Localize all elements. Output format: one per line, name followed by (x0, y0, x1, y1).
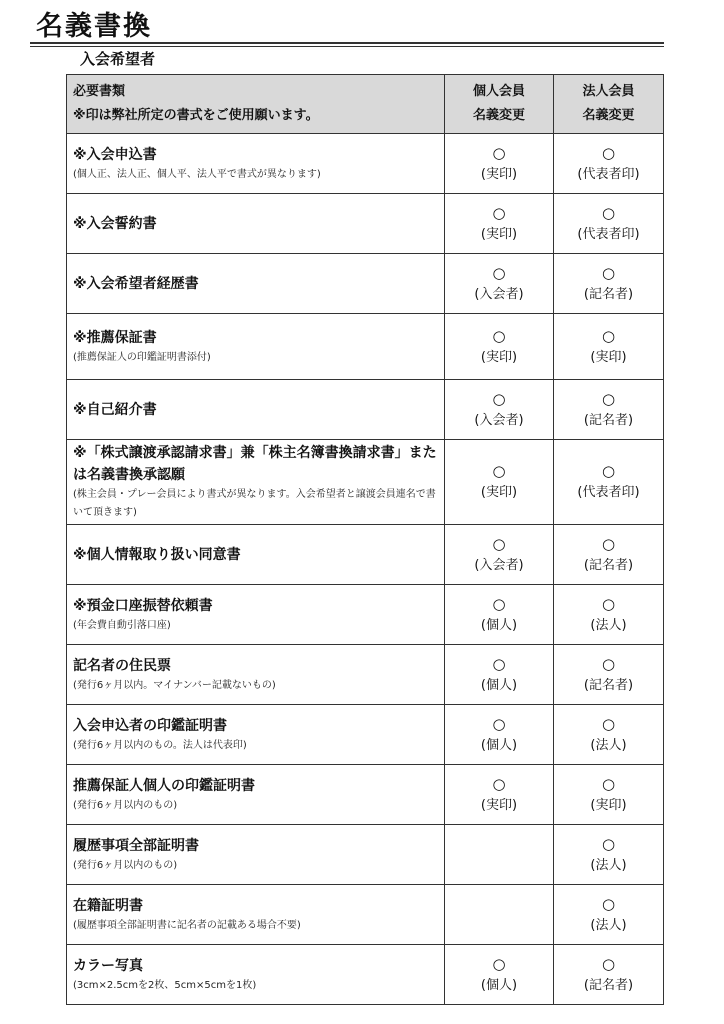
corporate-requirement-cell (554, 380, 664, 440)
corporate-requirement-cell (554, 194, 664, 254)
individual-seal-type: (実印) (480, 485, 518, 500)
individual-requirement-cell (445, 134, 554, 194)
document-name: 入会申込者の印鑑証明書 (73, 717, 227, 734)
corporate-required-mark: ○ (601, 894, 616, 913)
individual-requirement-cell (445, 314, 554, 380)
document-cell (67, 254, 445, 314)
header-corporate (554, 75, 664, 134)
corporate-seal-type: (実印) (590, 797, 627, 813)
individual-requirement-cell (445, 705, 554, 765)
individual-required-mark: ○ (492, 654, 506, 673)
document-cell (67, 380, 445, 440)
document-note: (発行6ヶ月以内のもの) (73, 799, 178, 811)
document-note: (発行6ヶ月以内。マイナンバー記載ないもの) (73, 679, 276, 691)
document-note: (3cm×2.5cmを2枚、5cm×5cmを1枚) (73, 979, 257, 991)
document-cell (67, 314, 445, 380)
corporate-requirement-cell (554, 705, 664, 765)
individual-required-mark: ○ (492, 203, 506, 222)
table-row (67, 380, 664, 440)
corporate-requirement-cell (554, 645, 664, 705)
corporate-seal-type: (法人) (590, 737, 627, 753)
corporate-required-mark: ○ (601, 654, 616, 673)
document-name: ※入会希望者経歴書 (73, 275, 199, 292)
table-row (67, 314, 664, 380)
table-row (67, 825, 664, 885)
corporate-required-mark: ○ (601, 263, 616, 282)
document-cell (67, 585, 445, 645)
individual-requirement-cell (445, 194, 554, 254)
corporate-seal-type: (代表者印) (577, 226, 640, 242)
individual-required-mark: ○ (492, 774, 506, 793)
corporate-requirement-cell (554, 585, 664, 645)
header-documents-note: ※印は弊社所定の書式をご使用願います。 (73, 108, 319, 123)
table-row (67, 525, 664, 585)
document-name: ※「株式譲渡承認請求書」兼「株主名簿書換請求書」または名義書換承認願 (73, 445, 437, 483)
page-title: 名義書換 (36, 11, 152, 42)
table-row (67, 585, 664, 645)
document-note: (発行6ヶ月以内のもの) (73, 859, 178, 871)
table-row (67, 254, 664, 314)
table-row (67, 194, 664, 254)
corporate-requirement-cell (554, 765, 664, 825)
document-name: 履歴事項全部証明書 (73, 837, 199, 854)
corporate-seal-type: (記名者) (583, 557, 634, 573)
individual-seal-type: (個人) (480, 677, 518, 693)
document-cell (67, 825, 445, 885)
table-row (67, 440, 664, 525)
corporate-required-mark: ○ (601, 203, 616, 222)
corporate-required-mark: ○ (601, 954, 616, 973)
corporate-seal-type: (法人) (590, 617, 627, 633)
table-row (67, 765, 664, 825)
document-note: (発行6ヶ月以内のもの。法人は代表印) (73, 739, 247, 751)
document-name: ※個人情報取り扱い同意書 (73, 546, 241, 563)
individual-required-mark: ○ (492, 326, 506, 345)
corporate-requirement-cell (554, 134, 664, 194)
corporate-requirement-cell (554, 825, 664, 885)
document-cell (67, 645, 445, 705)
corporate-required-mark: ○ (601, 462, 616, 480)
corporate-seal-type: (記名者) (583, 677, 634, 693)
table-row (67, 945, 664, 1005)
individual-requirement-cell (445, 645, 554, 705)
document-cell (67, 885, 445, 945)
corporate-required-mark: ○ (601, 594, 616, 613)
header-individual (445, 75, 554, 134)
individual-required-mark: ○ (492, 389, 506, 408)
corporate-required-mark: ○ (601, 326, 616, 345)
corporate-requirement-cell (554, 254, 664, 314)
header-documents (67, 75, 445, 134)
document-name: ※入会申込書 (73, 146, 157, 163)
individual-required-mark: ○ (492, 714, 506, 733)
document-cell (67, 705, 445, 765)
document-note: (履歴事項全部証明書に記名者の記載ある場合不要) (73, 919, 301, 931)
document-cell (67, 440, 445, 525)
header-corporate-line1: 法人会員 (582, 84, 635, 99)
individual-seal-type: (実印) (480, 797, 518, 813)
individual-required-mark: ○ (492, 263, 506, 282)
individual-required-mark: ○ (492, 143, 506, 162)
table-body (67, 134, 664, 1005)
title-underline (30, 42, 664, 44)
header-documents-label: 必要書類 (73, 84, 126, 99)
title-underline-thin (30, 46, 664, 47)
corporate-required-mark: ○ (601, 714, 616, 733)
corporate-requirement-cell (554, 440, 664, 525)
document-note: (推薦保証人の印鑑証明書添付) (73, 351, 211, 363)
document-name: 推薦保証人個人の印鑑証明書 (73, 777, 255, 794)
corporate-requirement-cell (554, 525, 664, 585)
document-name: ※自己紹介書 (73, 401, 157, 418)
header-individual-line2: 名義変更 (472, 108, 525, 123)
document-note: (株主会員・プレー会員により書式が異なります。入会希望者と譲渡会員連名で書いて頂きます) (73, 489, 436, 518)
individual-seal-type: (個人) (480, 737, 518, 753)
individual-required-mark: ○ (492, 954, 506, 973)
corporate-requirement-cell (554, 314, 664, 380)
document-note: (個人正、法人正、個人平、法人平で書式が異なります) (73, 168, 321, 180)
corporate-requirement-cell (554, 885, 664, 945)
individual-seal-type: (入会者) (474, 557, 524, 573)
individual-requirement-cell (445, 885, 554, 945)
individual-required-mark: ○ (492, 594, 506, 613)
document-note: (年会費自動引落口座) (73, 619, 171, 631)
individual-seal-type: (実印) (480, 349, 518, 365)
document-name: 記名者の住民票 (73, 657, 171, 674)
section-subtitle: 入会希望者 (80, 50, 156, 68)
corporate-seal-type: (記名者) (583, 977, 634, 993)
document-name: カラー写真 (73, 957, 143, 974)
corporate-seal-type: (代表者印) (577, 485, 640, 500)
document-name: ※推薦保証書 (73, 329, 157, 346)
individual-required-mark: ○ (492, 534, 506, 553)
corporate-seal-type: (記名者) (583, 412, 634, 428)
individual-requirement-cell (445, 525, 554, 585)
individual-requirement-cell (445, 254, 554, 314)
document-cell (67, 765, 445, 825)
corporate-required-mark: ○ (601, 389, 616, 408)
individual-requirement-cell (445, 380, 554, 440)
table-header-row (67, 75, 664, 134)
table-row (67, 134, 664, 194)
individual-required-mark: ○ (492, 462, 506, 480)
individual-seal-type: (実印) (480, 226, 518, 242)
document-name: 在籍証明書 (73, 897, 143, 914)
individual-seal-type: (入会者) (474, 412, 524, 428)
header-individual-line1: 個人会員 (472, 84, 525, 99)
individual-seal-type: (個人) (480, 977, 518, 993)
corporate-seal-type: (代表者印) (577, 166, 640, 182)
table-row (67, 705, 664, 765)
corporate-required-mark: ○ (601, 143, 616, 162)
individual-seal-type: (実印) (480, 166, 518, 182)
document-name: ※入会誓約書 (73, 215, 157, 232)
corporate-seal-type: (法人) (590, 857, 627, 873)
corporate-seal-type: (法人) (590, 917, 627, 933)
document-cell (67, 134, 445, 194)
corporate-required-mark: ○ (601, 774, 616, 793)
corporate-seal-type: (実印) (590, 349, 627, 365)
individual-requirement-cell (445, 945, 554, 1005)
individual-seal-type: (個人) (480, 617, 518, 633)
table-row (67, 645, 664, 705)
document-cell (67, 945, 445, 1005)
header-corporate-line2: 名義変更 (582, 108, 635, 123)
corporate-required-mark: ○ (601, 834, 616, 853)
document-cell (67, 525, 445, 585)
document-name: ※預金口座振替依頼書 (73, 597, 213, 614)
table-row (67, 885, 664, 945)
required-documents-table (66, 74, 664, 1005)
corporate-required-mark: ○ (601, 534, 616, 553)
individual-requirement-cell (445, 765, 554, 825)
individual-requirement-cell (445, 585, 554, 645)
document-cell (67, 194, 445, 254)
individual-seal-type: (入会者) (474, 286, 524, 302)
corporate-seal-type: (記名者) (583, 286, 634, 302)
corporate-requirement-cell (554, 945, 664, 1005)
individual-requirement-cell (445, 825, 554, 885)
individual-requirement-cell (445, 440, 554, 525)
